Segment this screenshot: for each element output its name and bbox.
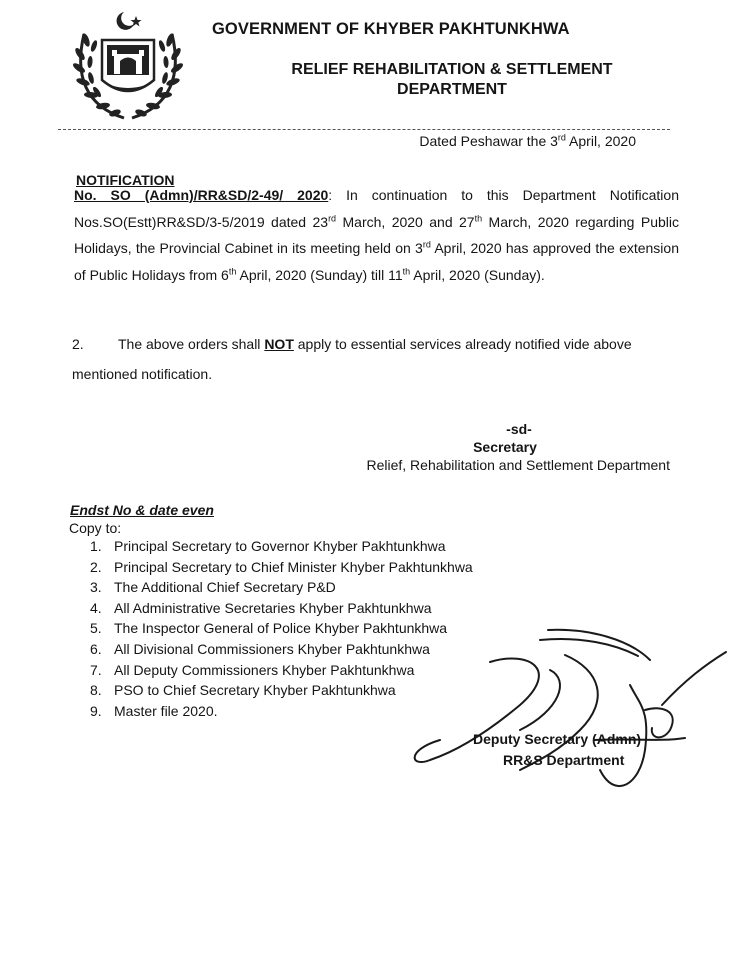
signed-marker: -sd- xyxy=(506,421,532,437)
copy-to-item xyxy=(90,557,473,578)
department-name xyxy=(212,60,692,100)
p2-emphasis-not: NOT xyxy=(264,336,294,352)
copy-to-label: Copy to: xyxy=(69,520,122,536)
copy-to-item-text: Principal Secretary to Chief Minister Khyber Pakhtunkhwa xyxy=(114,558,473,575)
copy-to-item-text: All Administrative Secretaries Khyber Pakhtunkhwa xyxy=(114,599,432,616)
copy-to-item-number: 8. xyxy=(90,682,102,699)
copy-to-item-text: Master file 2020. xyxy=(114,702,218,719)
copy-to-item-number: 3. xyxy=(90,579,102,596)
endorsement-label: Endst No & date even xyxy=(70,502,214,518)
secretary-department: Relief, Rehabilitation and Settlement Department xyxy=(366,457,670,473)
copy-to-item-number: 2. xyxy=(90,558,102,575)
department-name-line2: DEPARTMENT xyxy=(397,81,507,98)
copy-to-item-text: All Divisional Commissioners Khyber Pakhtunkhwa xyxy=(114,640,430,657)
department-name-line1: RELIEF REHABILITATION & SETTLEMENT xyxy=(291,61,613,78)
government-title: GOVERNMENT OF KHYBER PAKHTUNKHWA xyxy=(212,20,570,38)
deputy-department: RR&S Department xyxy=(503,752,625,768)
p1-sup3: rd xyxy=(422,239,431,250)
paragraph-number: 2. xyxy=(72,336,84,352)
dated-suffix: April, 2020 xyxy=(565,133,636,149)
p1-text-f: April, 2020 (Sunday). xyxy=(410,266,545,283)
p1-text-e: April, 2020 (Sunday) till 11 xyxy=(236,266,403,283)
copy-to-item-number: 4. xyxy=(90,599,102,616)
secretary-signature-block xyxy=(320,420,670,474)
dated-sup: rd xyxy=(557,132,566,143)
p1-text-a: : In continuation to this Department Notification Nos.SO(Estt)RR&SD/3-5/2019 dated 23 xyxy=(74,187,679,230)
copy-to-item-text: Principal Secretary to Governor Khyber Pakhtunkhwa xyxy=(114,538,446,554)
p2-text-b: apply to essential services already notified vide above mentioned notification. xyxy=(72,336,632,382)
notification-reference: No. SO (Admn)/RR&SD/2-49/ 2020 xyxy=(74,187,329,203)
p1-text-b: March, 2020 and 27 xyxy=(336,213,475,230)
notification-label: NOTIFICATION xyxy=(76,172,175,188)
copy-to-item-number: 5. xyxy=(90,620,102,637)
p1-sup4: th xyxy=(228,265,237,276)
copy-to-item-text: The Inspector General of Police Khyber Pakhtunkhwa xyxy=(114,620,448,637)
copy-to-item-text: All Deputy Commissioners Khyber Pakhtunkhwa xyxy=(114,661,415,678)
copy-to-item-text: PSO to Chief Secretary Khyber Pakhtunkhwa xyxy=(114,682,396,699)
p1-text-d: April, 2020 has approved the extension of Public Holidays from 6 xyxy=(74,240,679,283)
p2-text-a: The above orders shall xyxy=(118,336,265,352)
notification-paragraph-2 xyxy=(72,329,684,389)
p1-sup5: th xyxy=(402,265,411,276)
copy-to-item-text: The Additional Chief Secretary P&D xyxy=(114,579,336,596)
p1-text-c: March, 2020 regarding Public Holidays, the Provincial Cabinet in its meeting held on 3 xyxy=(74,213,679,256)
copy-to-item-number: 6. xyxy=(90,640,102,657)
dated-line xyxy=(419,133,636,149)
deputy-title: Deputy Secretary (Admn) xyxy=(473,731,642,747)
handwritten-signature-icon xyxy=(400,610,730,810)
notification-paragraph-1 xyxy=(74,182,679,288)
deputy-secretary-block xyxy=(473,729,641,771)
header-divider xyxy=(58,129,670,130)
copy-to-item xyxy=(90,536,473,557)
p1-sup2: th xyxy=(474,212,483,223)
copy-to-item xyxy=(90,577,473,598)
dated-prefix: Dated Peshawar the 3 xyxy=(419,133,558,149)
p1-sup1: rd xyxy=(328,212,337,223)
copy-to-item-number: 7. xyxy=(90,661,102,678)
kp-government-emblem-icon xyxy=(66,6,190,126)
secretary-title: Secretary xyxy=(473,439,537,455)
copy-to-item-number: 9. xyxy=(90,702,102,719)
copy-to-item-number: 1. xyxy=(90,538,102,554)
